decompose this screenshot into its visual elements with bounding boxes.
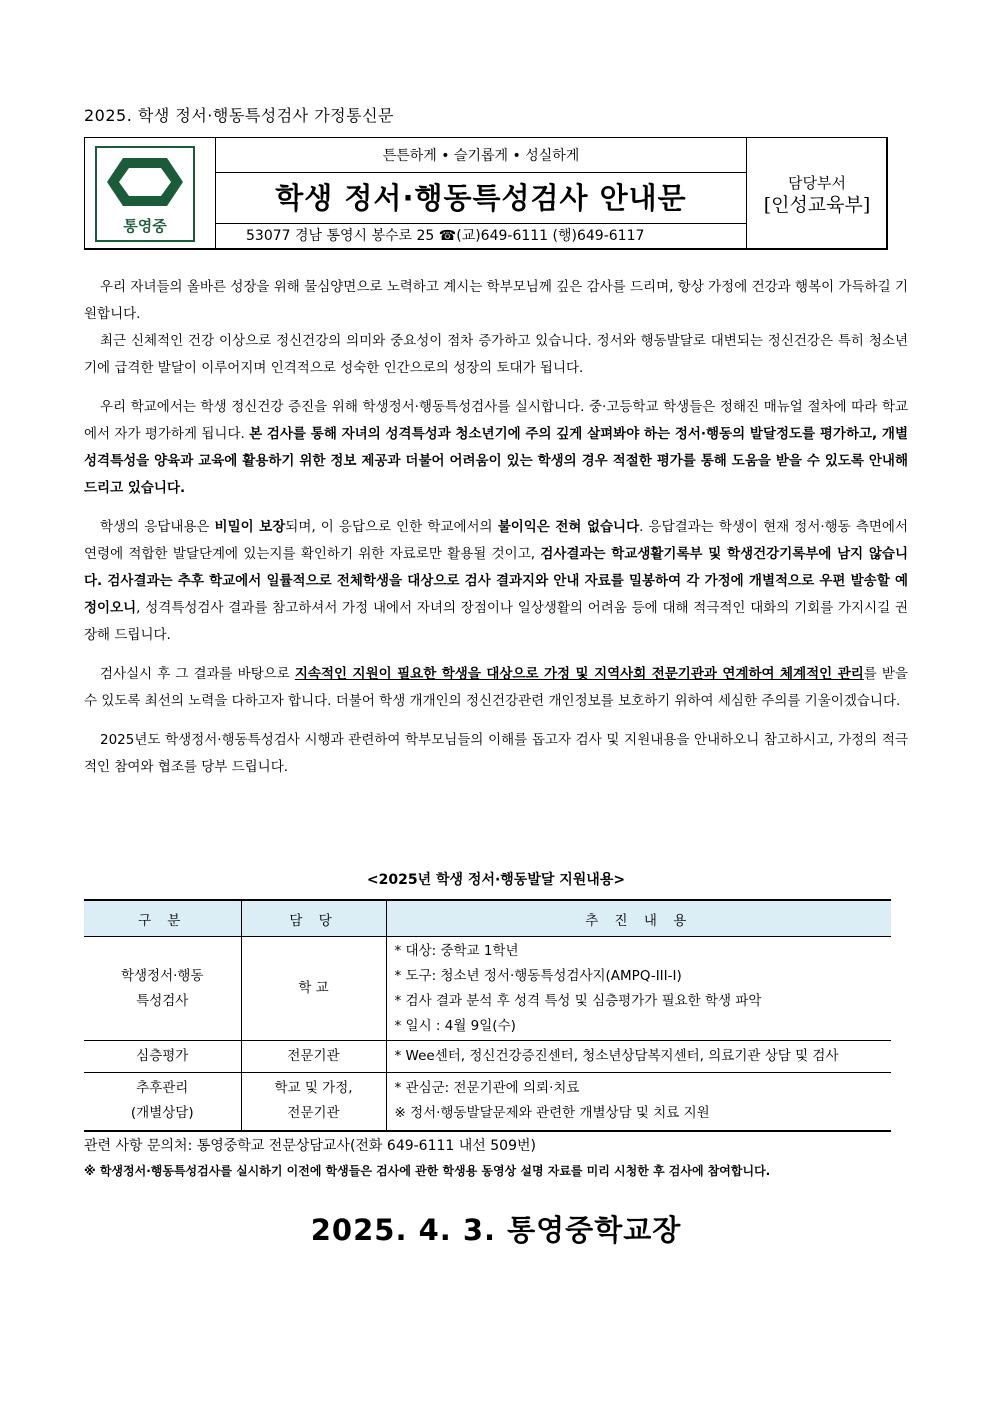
school-logo xyxy=(95,146,195,242)
document-title: 학생 정서·행동특성검사 안내문 xyxy=(216,173,746,224)
cell-line: 학교 및 가정, xyxy=(274,1080,353,1097)
table-row xyxy=(84,937,891,1041)
cell-line: 심층평가 xyxy=(136,1048,189,1064)
paragraph-purpose xyxy=(84,394,908,502)
letterhead xyxy=(84,137,888,250)
paragraph-background: 최근 신체적인 건강 이상으로 정신건강의 의미와 중요성이 점차 증가하고 있습니다. 정서와 행동발달로 대변되는 정신건강은 특히 청소년기에 급격한 발달이 이루어지며 인격적으로 성숙한 인간으로의 성장의 토대가 됩니다. xyxy=(84,333,908,376)
cell-line: (개별상담) xyxy=(130,1105,194,1122)
row-category xyxy=(84,1073,241,1131)
header-category: 구 분 xyxy=(84,900,241,937)
row-content xyxy=(386,937,891,1041)
table-row xyxy=(84,1073,891,1131)
content-line: ※ 정서·행동발달문제와 관련한 개별상담 및 치료 지원 xyxy=(394,1105,710,1122)
row-content xyxy=(386,1073,891,1131)
paragraph-confidentiality xyxy=(84,514,908,649)
row-owner xyxy=(241,1041,386,1073)
conf-text-3: . 응답결과는 학생이 현재 정서·행동 측면에서 연령에 적합한 발달단계에 있는지를 확인하기 위한 자료로만 활용될 것이고, xyxy=(84,519,909,562)
followup-text-1: 검사실시 후 그 결과를 바탕으로 xyxy=(100,666,295,682)
letter-body xyxy=(84,274,908,793)
notice-line: ※ 학생정서·행동특성검사를 실시하기 이전에 학생들은 검사에 관한 학생용 동영상 설명 자료를 미리 시청한 후 검사에 참여합니다. xyxy=(84,1164,771,1178)
contact-info: 관련 사항 문의처: 통영중학교 전문상담교사(전화 649-6111 내선 509번) xyxy=(84,1138,536,1154)
cell-line: 추후관리 xyxy=(136,1080,189,1097)
title-cell xyxy=(216,138,747,248)
department-cell xyxy=(747,138,887,248)
conf-text-1: 학생의 응답내용은 xyxy=(100,519,215,535)
department-label: 담당부서 xyxy=(788,174,846,192)
table-header-row xyxy=(84,900,891,937)
cell-line: 학 교 xyxy=(298,980,329,996)
followup-emphasis: 지속적인 지원이 필요한 학생을 대상으로 가정 및 지역사회 전문기관과 연계하여 체계적인 관리 xyxy=(294,666,864,682)
content-line: * 관심군: 전문기관에 의뢰·치료 xyxy=(394,1080,580,1097)
header-owner: 담 당 xyxy=(241,900,386,937)
paragraph-followup xyxy=(84,661,908,715)
conf-emphasis-2: 불이익은 전혀 없습니다 xyxy=(497,519,640,535)
conf-emphasis-1: 비밀이 보장 xyxy=(214,519,286,535)
content-line: * 검사 결과 분석 후 성격 특성 및 심층평가가 필요한 학생 파악 xyxy=(394,992,762,1009)
content-line: * 일시 : 4월 9일(수) xyxy=(394,1017,516,1034)
conf-emphasis-3: 검사결과는 학교생활기록부 및 학생건강기록부에 남지 않습니다. 검사결과는 추후 학교에서 일률적으로 전체학생을 대상으로 검사 결과지와 안내 자료를 밀봉하여 각 가정에 개별적으로 우편 발송할 예정이오니 xyxy=(84,546,908,616)
conf-text-2: 되며, 이 응답으로 인한 학교에서의 xyxy=(285,519,498,535)
support-table xyxy=(84,899,891,1132)
paragraph-closing: 2025년도 학생정서·행동특성검사 시행과 관련하여 학부모님들의 이해를 돕고자 검사 및 지원내용을 안내하오니 참고하시고, 가정의 적극적인 참여와 협조를 당부 드립니다. xyxy=(84,732,908,775)
followup-text-2: 를 받을 수 있도록 최선의 노력을 다하고자 합니다. 더불어 학생 개개인의 정신건강관련 개인정보를 보호하기 위하여 세심한 주의를 기울이겠습니다. xyxy=(84,666,908,709)
cell-line: 특성검사 xyxy=(136,992,189,1009)
school-logo-cell xyxy=(85,138,216,248)
document-label: 2025. 학생 정서·행동특성검사 가정통신문 xyxy=(84,106,394,125)
table-row xyxy=(84,1041,891,1073)
row-owner xyxy=(241,937,386,1041)
logo-text: 통영중 xyxy=(123,217,167,235)
content-line: * Wee센터, 정신건강증진센터, 청소년상담복지센터, 의료기관 상담 및 검사 xyxy=(394,1048,839,1064)
cell-line: 전문기관 xyxy=(287,1105,340,1122)
paragraph-greeting: 우리 자녀들의 올바른 성장을 위해 물심양면으로 노력하고 계시는 학부모님께 깊은 감사를 드리며, 항상 가정에 건강과 행복이 가득하길 기원합니다. xyxy=(84,279,908,322)
cell-line: 학생정서·행동 xyxy=(120,967,204,984)
row-category xyxy=(84,1041,241,1073)
signature-date: 2025. 4. 3. 통영중학교장 xyxy=(310,1213,682,1247)
cell-line: 전문기관 xyxy=(287,1048,340,1064)
row-content xyxy=(386,1041,891,1073)
content-line: * 대상: 중학교 1학년 xyxy=(394,942,519,959)
row-owner xyxy=(241,1073,386,1131)
school-motto: 튼튼하게 • 슬기롭게 • 성실하게 xyxy=(216,138,746,173)
table-title: <2025년 학생 정서·행동발달 지원내용> xyxy=(366,872,626,888)
conf-text-4: , 성격특성검사 결과를 참고하셔서 가정 내에서 자녀의 장점이나 일상생활의 어려움 등에 대해 적극적인 대화의 기회를 가지시길 권장해 드립니다. xyxy=(84,600,908,643)
header-content: 추 진 내 용 xyxy=(386,900,891,937)
purpose-text: 우리 학교에서는 학생 정신건강 증진을 위해 학생정서·행동특성검사를 실시합니다. 중·고등학교 학생들은 정해진 매뉴얼 절차에 따라 학교에서 자가 평가하게 됩니다. xyxy=(84,399,908,442)
department-name: [인성교육부] xyxy=(763,194,871,216)
content-line: * 도구: 청소년 정서·행동특성검사지(AMPQ-III-I) xyxy=(394,967,682,984)
school-address: 53077 경남 통영시 봉수로 25 ☎(교)649-6111 (행)649-6117 xyxy=(246,228,645,244)
row-category xyxy=(84,937,241,1041)
purpose-emphasis: 본 검사를 통해 자녀의 성격특성과 청소년기에 주의 깊게 살펴봐야 하는 정서·행동의 발달정도를 평가하고, 개별 성격특성을 양육과 교육에 활용하기 위한 정보 제공과 더불어 어려움이 있는 학생의 경우 적절한 평가를 통해 도움을 받을 수 있도록 안내해 드리고 있습니다. xyxy=(84,426,908,496)
